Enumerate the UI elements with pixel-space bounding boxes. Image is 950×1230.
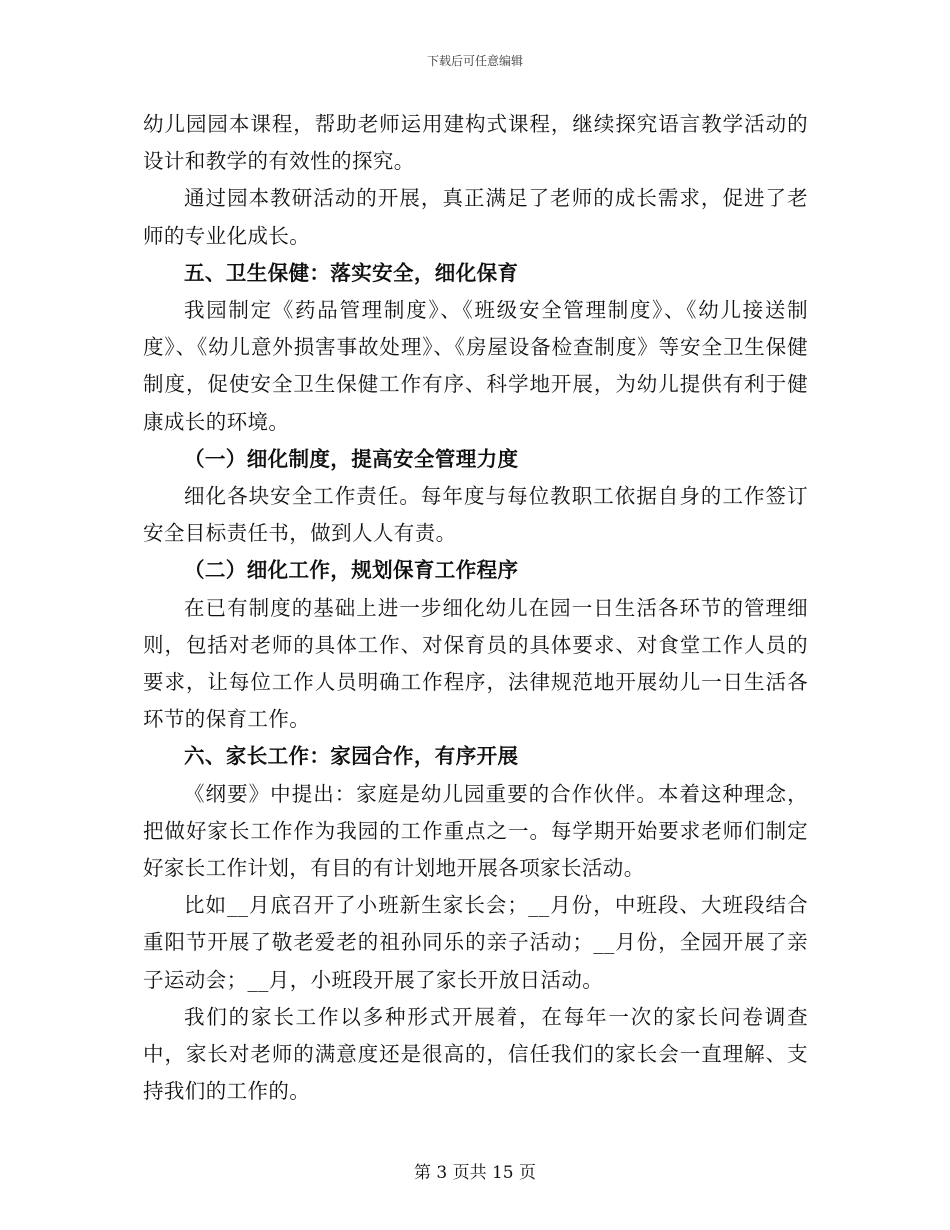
paragraph: 细化各块安全工作责任。每年度与每位教职工依据自身的工作签订安全目标责任书，做到人人有责。 (143, 484, 808, 546)
paragraph: 我们的家长工作以多种形式开展着，在每年一次的家长问卷调查中，家长对老师的满意度还是很高的，信任我们的家长会一直理解、支持我们的工作的。 (143, 1004, 808, 1104)
paragraph: 通过园本教研活动的开展，真正满足了老师的成长需求，促进了老师的专业化成长。 (143, 186, 808, 248)
section-heading: 六、家长工作：家园合作，有序开展 (184, 744, 519, 769)
paragraph-continuation: 幼儿园园本课程，帮助老师运用建构式课程，继续探究语言教学活动的设计和教学的有效性的探究。 (143, 112, 808, 174)
subsection-heading: （二）细化工作，规划保育工作程序 (184, 558, 519, 583)
document-body (143, 106, 808, 1110)
subsection-heading: （一）细化制度，提高安全管理力度 (184, 446, 519, 471)
paragraph: 比如__月底召开了小班新生家长会；__月份，中班段、大班段结合重阳节开展了敬老爱老的祖孙同乐的亲子活动；__月份，全园开展了亲子运动会；__月，小班段开展了家长开放日活动。 (143, 893, 808, 992)
page-header: 下载后可任意编辑 (426, 54, 523, 68)
paragraph: 《纲要》中提出：家庭是幼儿园重要的合作伙伴。本着这种理念，把做好家长工作作为我园的工作重点之一。每学期开始要求老师们制定好家长工作计划，有目的有计划地开展各项家长活动。 (143, 781, 808, 881)
paragraph: 在已有制度的基础上进一步细化幼儿在园一日生活各环节的管理细则，包括对老师的具体工作、对保育员的具体要求、对食堂工作人员的要求，让每位工作人员明确工作程序，法律规范地开展幼儿一日生活各环节的保育工作。 (143, 595, 808, 732)
section-heading: 五、卫生保健：落实安全，细化保育 (184, 260, 519, 285)
page-footer: 第 3 页共 15 页 (413, 1163, 537, 1183)
paragraph: 我园制定《药品管理制度》、《班级安全管理制度》、《幼儿接送制度》、《幼儿意外损害事故处理》、《房屋设备检查制度》等安全卫生保健制度，促使安全卫生保健工作有序、科学地开展，为幼儿提供有利于健康成长的环境。 (143, 298, 808, 434)
